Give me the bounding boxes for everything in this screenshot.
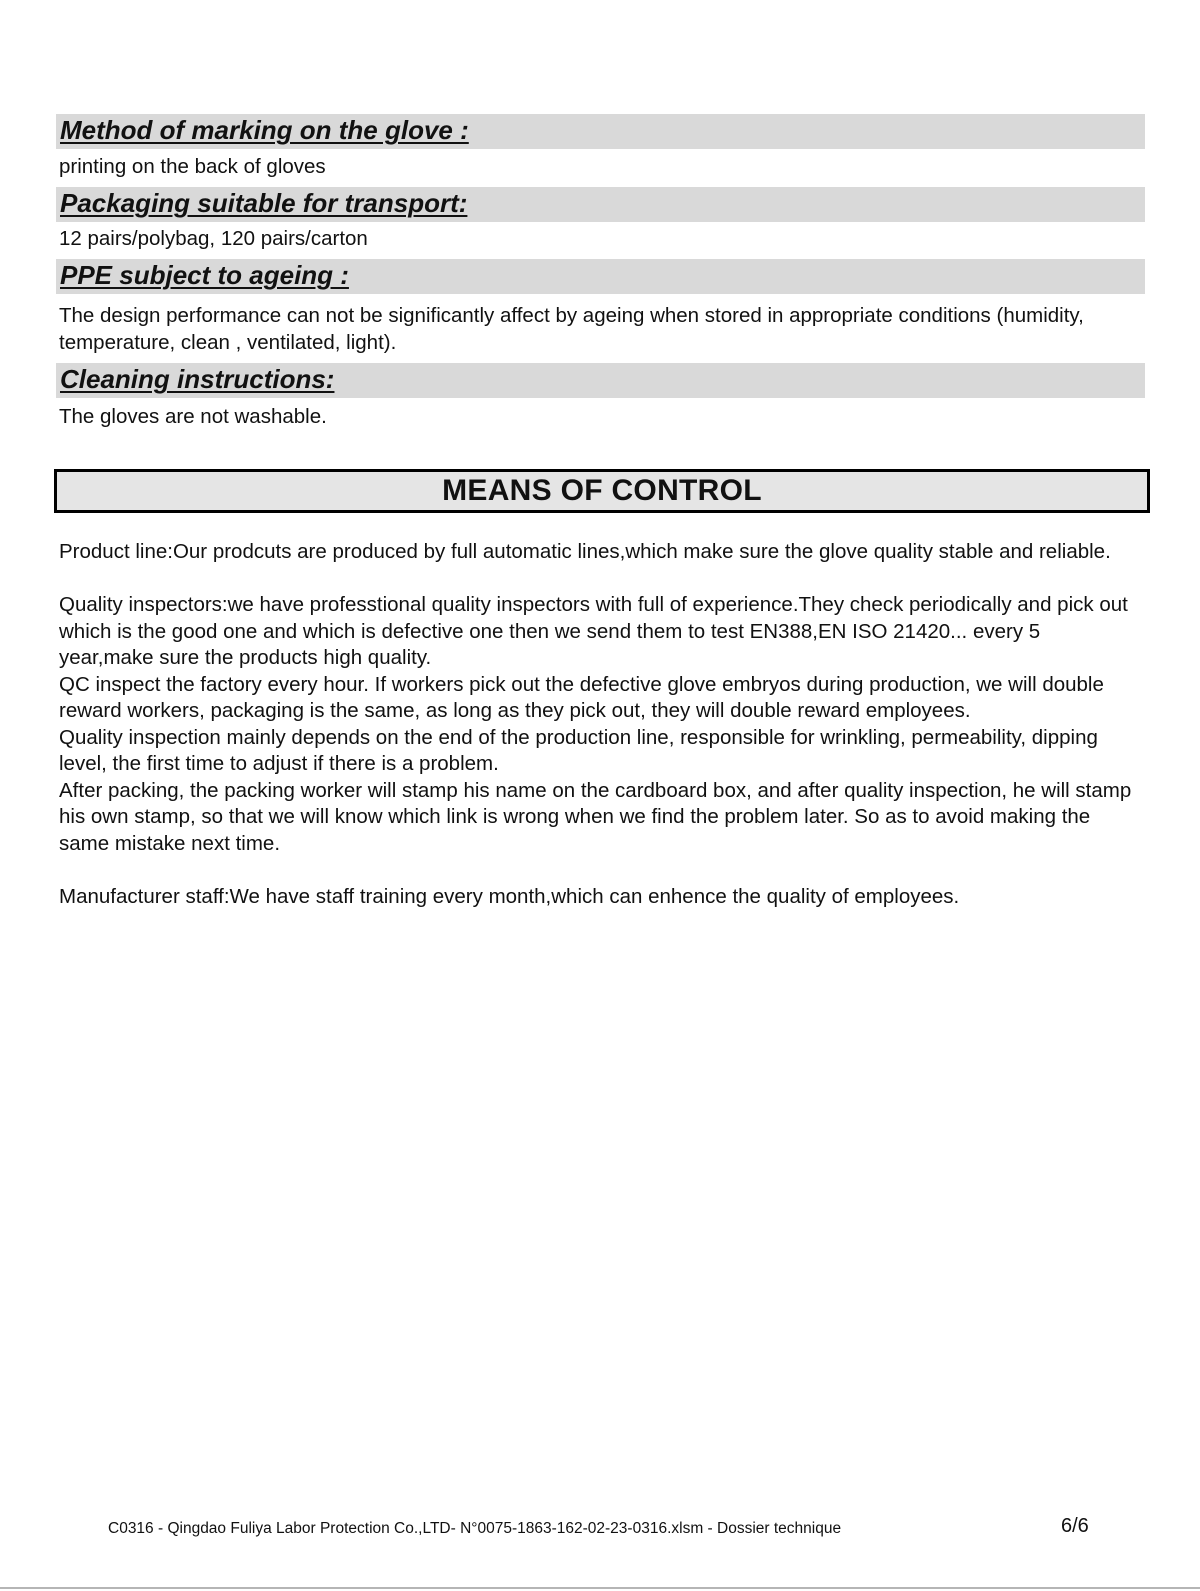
section-heading-packaging [56,187,1145,222]
footer-page-number: 6/6 [1061,1515,1089,1537]
section-text-packaging: 12 pairs/polybag, 120 pairs/carton [59,227,368,250]
section-heading-marking [56,114,1145,149]
section-heading-marking-label: Method of marking on the glove : [60,115,469,145]
section-heading-cleaning-label: Cleaning instructions: [60,364,335,394]
control-paragraph-qc-inspect: QC inspect the factory every hour. If workers pick out the defective glove embryos during production, we will double reward workers, packaging is the same, as long as they pick out, they will double reward employees. [59,672,1104,722]
paragraph-gap [59,857,1139,884]
control-paragraph-packing: After packing, the packing worker will stamp his name on the cardboard box, and after quality inspection, he will stamp his own stamp, so that we will know which link is wrong when we find the problem later. So as to avoid making the same mistake next time. [59,778,1132,855]
page-bottom-divider [0,1587,1200,1589]
control-paragraph-product-line: Product line:Our prodcuts are produced by full automatic lines,which make sure the glove quality stable and reliable. [59,540,1111,563]
section-heading-ageing [56,259,1145,294]
section-heading-packaging-label: Packaging suitable for transport: [60,188,468,218]
section-text-marking: printing on the back of gloves [59,155,326,178]
control-paragraph-inspection-line: Quality inspection mainly depends on the end of the production line, responsible for wrinkling, permeability, dipping level, the first time to adjust if there is a problem. [59,725,1098,775]
means-of-control-title: MEANS OF CONTROL [442,474,762,507]
control-paragraph-staff: Manufacturer staff:We have staff training every month,which can enhence the quality of employees. [59,884,960,908]
control-paragraph-quality-inspectors: Quality inspectors:we have professtional quality inspectors with full of experience.They check periodically and pick out which is the good one and which is defective one then we send them to test EN388,EN ISO 21420... every 5 year,make sure the products high quality. [59,593,1128,669]
section-heading-ageing-label: PPE subject to ageing : [60,260,349,290]
footer-document-name: C0316 - Qingdao Fuliya Labor Protection Co.,LTD- N°0075-1863-162-02-23-0316.xlsm - Dossier technique [108,1520,842,1537]
section-text-cleaning: The gloves are not washable. [59,405,327,428]
section-text-ageing: The design performance can not be significantly affect by ageing when stored in appropriate conditions (humidity, temperature, clean , ventilated, light). [59,304,1084,354]
means-of-control-body [59,539,1139,910]
paragraph-gap [59,566,1139,593]
means-of-control-title-box [54,469,1150,513]
section-heading-cleaning [56,363,1145,398]
